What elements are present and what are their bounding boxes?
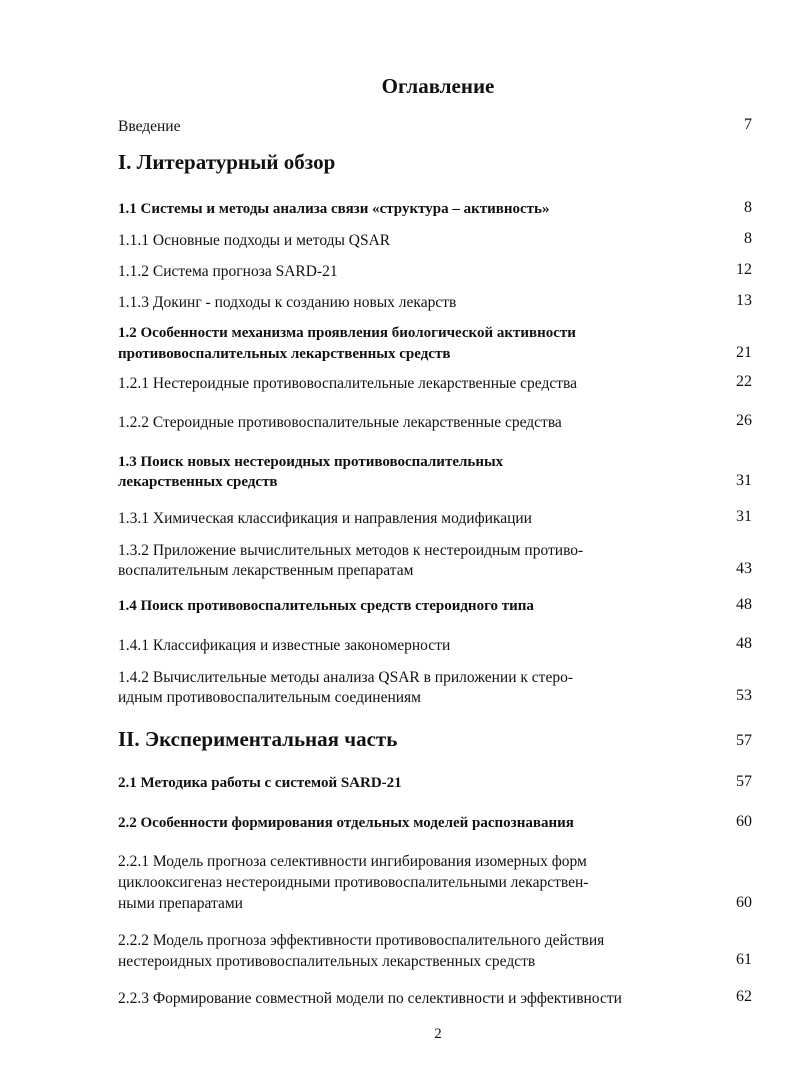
- toc-section: 1.4 Поиск противовоспалительных средств стероидного типа: [118, 598, 534, 614]
- toc-subsection: 1.1.2 Система прогноза SARD-21: [118, 263, 338, 280]
- toc-section-continued: лекарственных средств: [118, 474, 278, 490]
- toc-page-number: 62: [736, 988, 752, 1005]
- toc-part-heading: II. Экспериментальная часть: [118, 727, 398, 751]
- toc-subsection: 1.2.1 Нестероидные противовоспалительные лекарственные средства: [118, 375, 578, 392]
- toc-page-number: 48: [736, 596, 752, 613]
- toc-subsection: 1.3.1 Химическая классификация и направления модификации: [118, 510, 532, 527]
- toc-section: 2.2 Особенности формирования отдельных моделей распознавания: [118, 815, 574, 831]
- toc-page-number: 31: [736, 472, 752, 489]
- toc-page-number: 60: [736, 894, 752, 911]
- toc-subsection: 1.3.2 Приложение вычислительных методов к нестероидным противо-: [118, 542, 584, 559]
- toc-subsection: 1.2.2 Стероидные противовоспалительные лекарственные средства: [118, 414, 562, 431]
- toc-subsection: 1.1.3 Докинг - подходы к созданию новых лекарств: [118, 294, 457, 311]
- toc-subsection-continued: идным противовоспалительным соединениям: [118, 689, 421, 706]
- toc-subsection: 2.2.2 Модель прогноза эффективности противовоспалительного действия: [118, 932, 605, 949]
- toc-subsection-continued: ными препаратами: [118, 895, 243, 912]
- toc-subsection: 1.4.1 Классификация и известные закономерности: [118, 637, 451, 654]
- toc-page-number: 53: [736, 687, 752, 704]
- toc-page-number: 43: [736, 560, 752, 577]
- toc-subsection: 2.2.3 Формирование совместной модели по селективности и эффективности: [118, 990, 622, 1007]
- toc-page-number: 8: [744, 230, 752, 247]
- toc-page-number: 7: [744, 116, 752, 133]
- toc-subsection: 2.2.1 Модель прогноза селективности ингибирования изомерных форм: [118, 853, 587, 870]
- toc-part-heading: I. Литературный обзор: [118, 150, 336, 174]
- toc-subsection: 1.1.1 Основные подходы и методы QSAR: [118, 232, 391, 249]
- toc-page-number: 57: [736, 732, 752, 749]
- toc-page-number: 26: [736, 412, 752, 429]
- toc-page-number: 57: [736, 773, 752, 790]
- toc-page-number: 12: [736, 261, 752, 278]
- toc-page-number: 48: [736, 635, 752, 652]
- toc-page-number: 22: [736, 373, 752, 390]
- toc-page-number: 61: [736, 951, 752, 968]
- toc-page-number: 31: [736, 508, 752, 525]
- toc-page-number: 21: [736, 344, 752, 361]
- page-number-footer: 2: [434, 1026, 442, 1042]
- toc-subsection: 1.4.2 Вычислительные методы анализа QSAR в приложении к стеро-: [118, 669, 573, 686]
- toc-page-number: 60: [736, 813, 752, 830]
- toc-page-number: 8: [744, 199, 752, 216]
- toc-section: 1.3 Поиск новых нестероидных противовоспалительных: [118, 454, 504, 470]
- toc-subsection-continued: циклооксигеназ нестероидными противовоспалительными лекарствен-: [118, 874, 589, 891]
- toc-page-number: 13: [736, 292, 752, 309]
- toc-section: 2.1 Методика работы с системой SARD-21: [118, 775, 402, 791]
- toc-section-continued: противовоспалительных лекарственных средств: [118, 346, 451, 362]
- toc-entry: Введение: [118, 118, 181, 135]
- page-title: Оглавление: [381, 74, 495, 98]
- toc-subsection-continued: воспалительным лекарственным препаратам: [118, 562, 414, 579]
- toc-subsection-continued: нестероидных противовоспалительных лекарственных средств: [118, 953, 536, 970]
- toc-section: 1.2 Особенности механизма проявления биологической активности: [118, 325, 576, 341]
- toc-section: 1.1 Системы и методы анализа связи «структура – активность»: [118, 201, 550, 217]
